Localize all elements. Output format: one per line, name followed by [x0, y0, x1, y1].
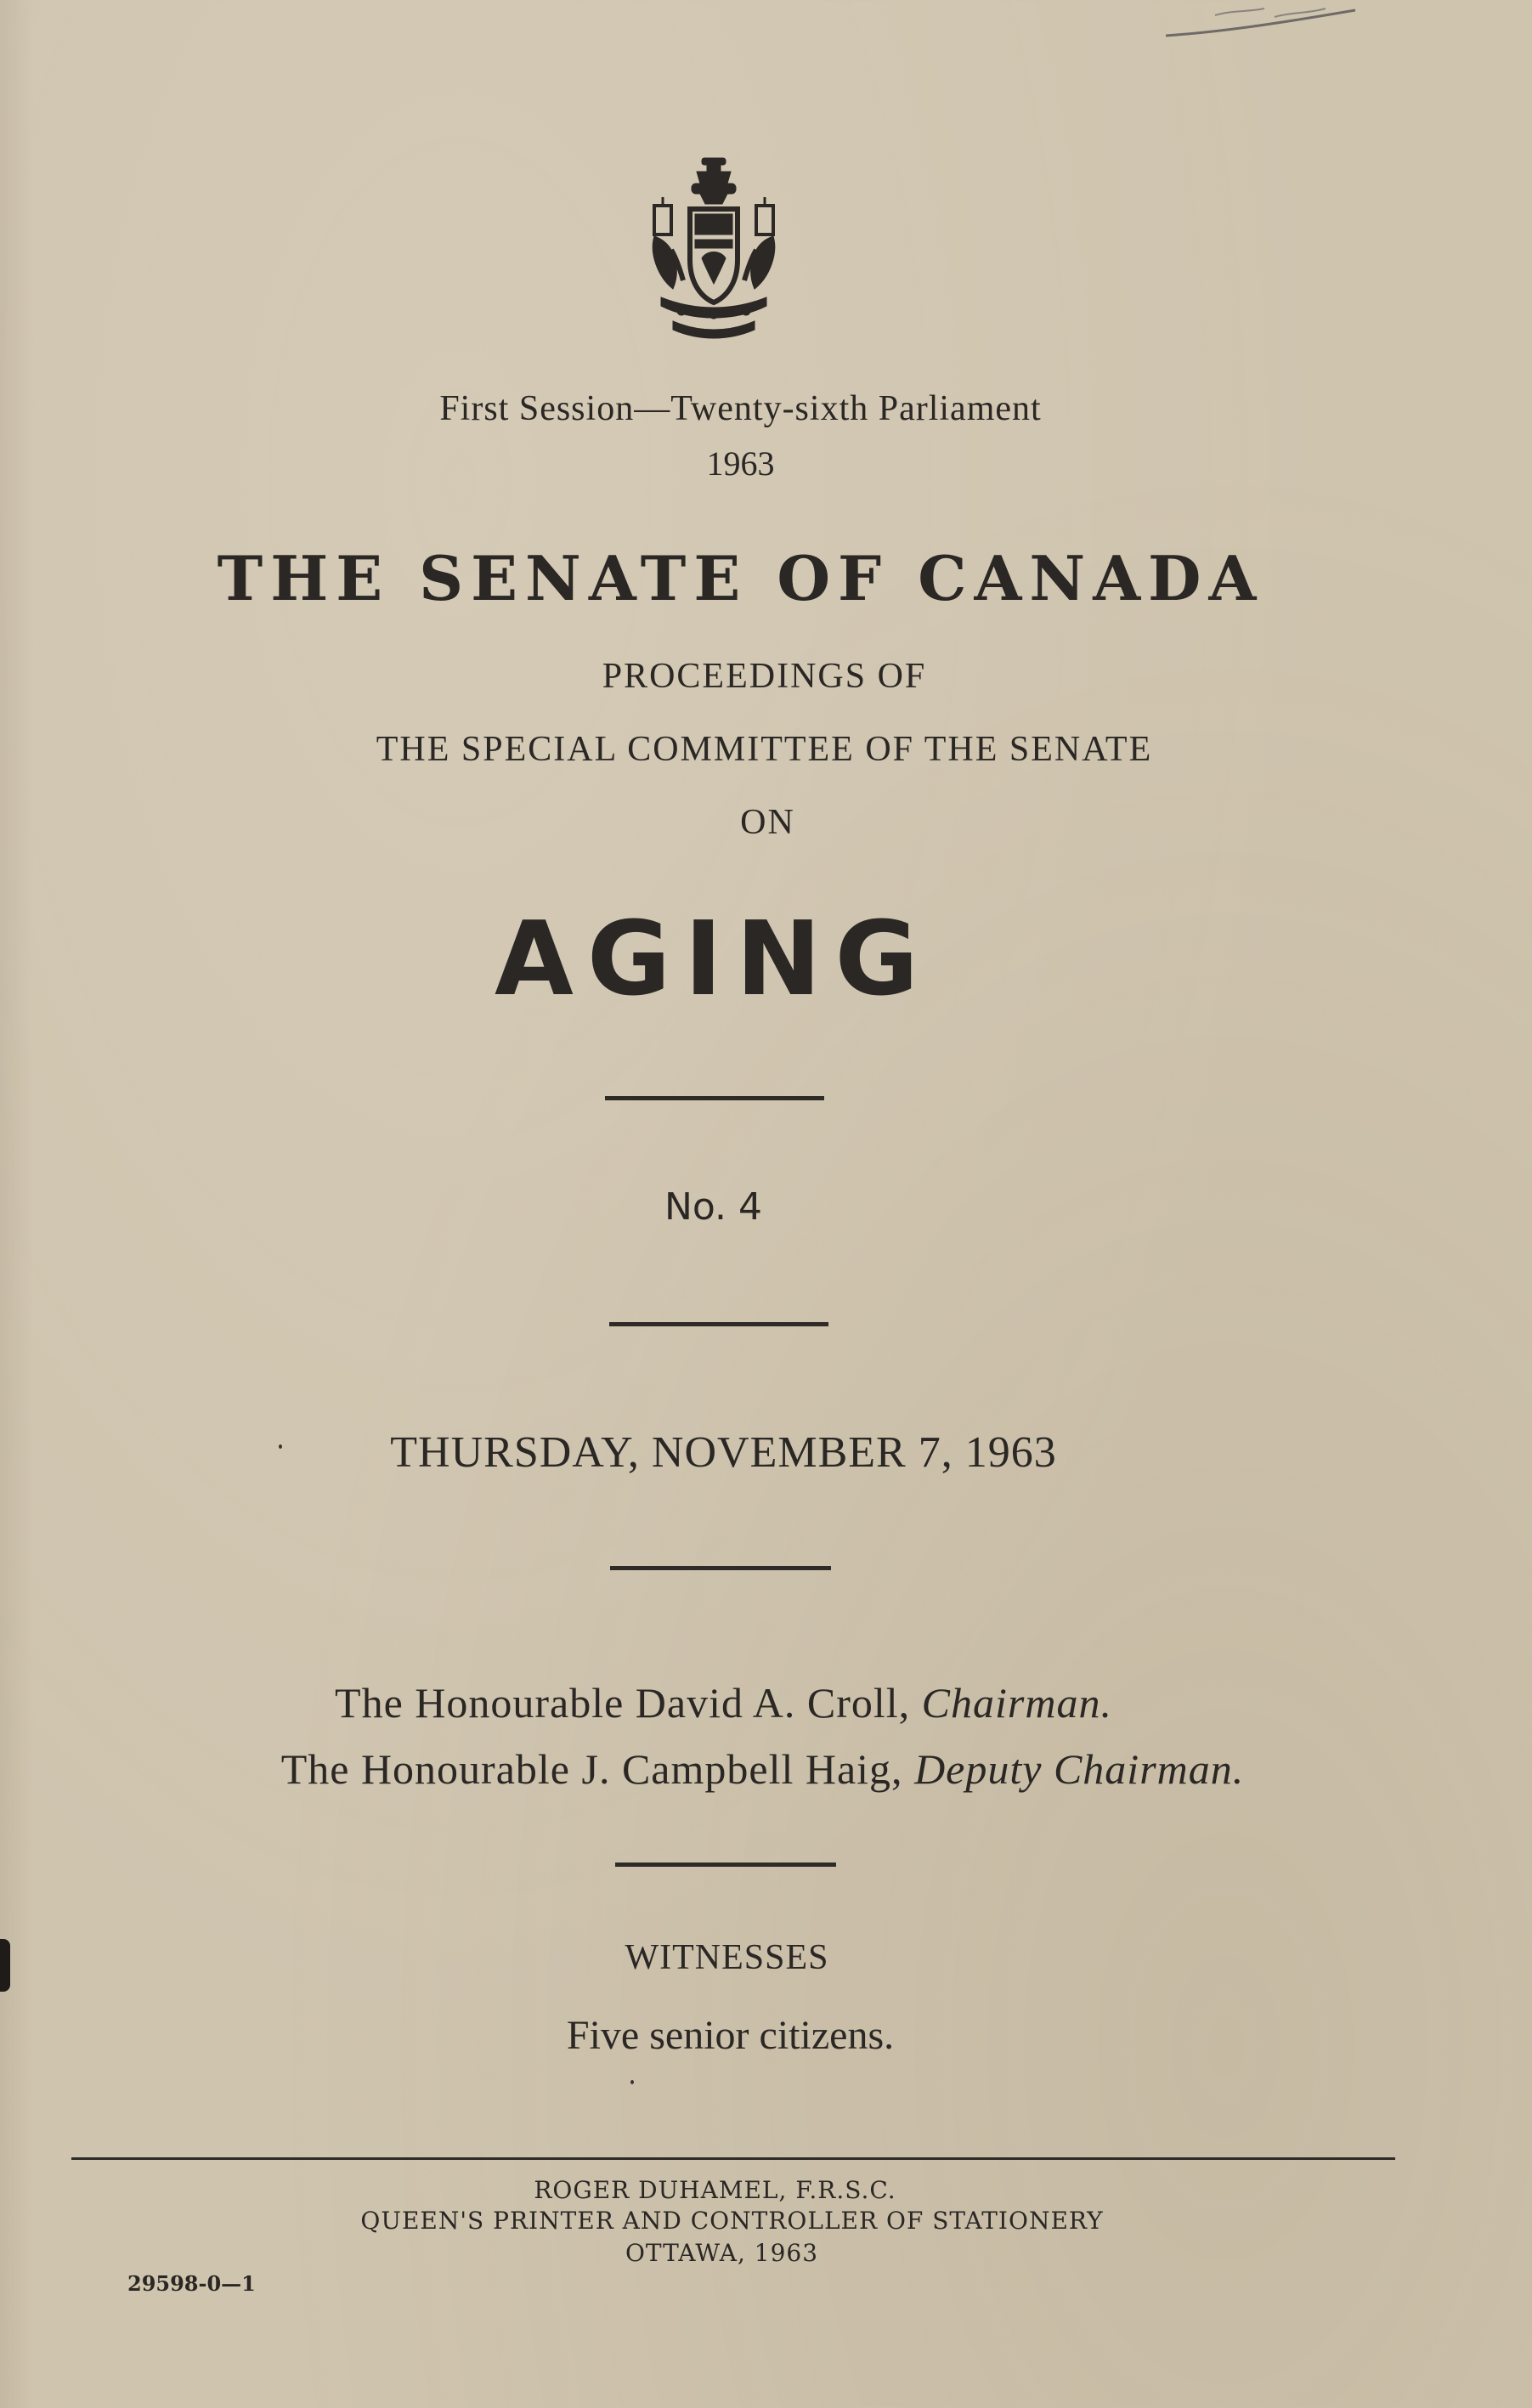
printer-place: OTTAWA, 1963 [625, 2239, 819, 2267]
committee-line: THE SPECIAL COMMITTEE OF THE SENATE [376, 730, 1153, 769]
canadian-coat-of-arms-icon [647, 155, 780, 340]
deputy-chairman-name: The Honourable J. Campbell Haig, [280, 1745, 915, 1793]
chairman-role: Chairman. [921, 1679, 1112, 1727]
chairman-name: The Honourable David A. Croll, [335, 1679, 922, 1727]
witnesses-heading: WITNESSES [625, 1938, 829, 1977]
divider-rule-4 [615, 1863, 836, 1867]
ink-speck [279, 1444, 282, 1449]
printer-name: ROGER DUHAMEL, F.R.S.C. [534, 2176, 896, 2204]
footer-rule [71, 2157, 1395, 2160]
binding-mark [0, 1939, 10, 1992]
ink-speck [630, 2080, 634, 2084]
divider-rule-2 [609, 1322, 828, 1326]
session-line: First Session—Twenty-sixth Parliament [439, 389, 1042, 428]
divider-rule-3 [610, 1566, 831, 1570]
deputy-chairman-role: Deputy Chairman. [914, 1745, 1245, 1793]
chairman-line [0, 1678, 1490, 1727]
print-code: 29598-0—1 [127, 2271, 256, 2296]
on-line: ON [740, 803, 795, 842]
witnesses-list: Five senior citizens. [566, 2013, 895, 2058]
session-year: 1963 [706, 444, 775, 483]
deputy-chairman-line [0, 1744, 1529, 1794]
proceedings-line: PROCEEDINGS OF [602, 657, 927, 696]
senate-title: THE SENATE OF CANADA [217, 542, 1264, 614]
pencil-annotation [1164, 7, 1360, 41]
committee-subject: AGING [495, 901, 932, 1019]
divider-rule-1 [605, 1096, 824, 1100]
issue-date: THURSDAY, NOVEMBER 7, 1963 [390, 1428, 1057, 1477]
printer-office: QUEEN'S PRINTER AND CONTROLLER OF STATIONERY [360, 2207, 1104, 2235]
issue-number: No. 4 [664, 1185, 763, 1229]
